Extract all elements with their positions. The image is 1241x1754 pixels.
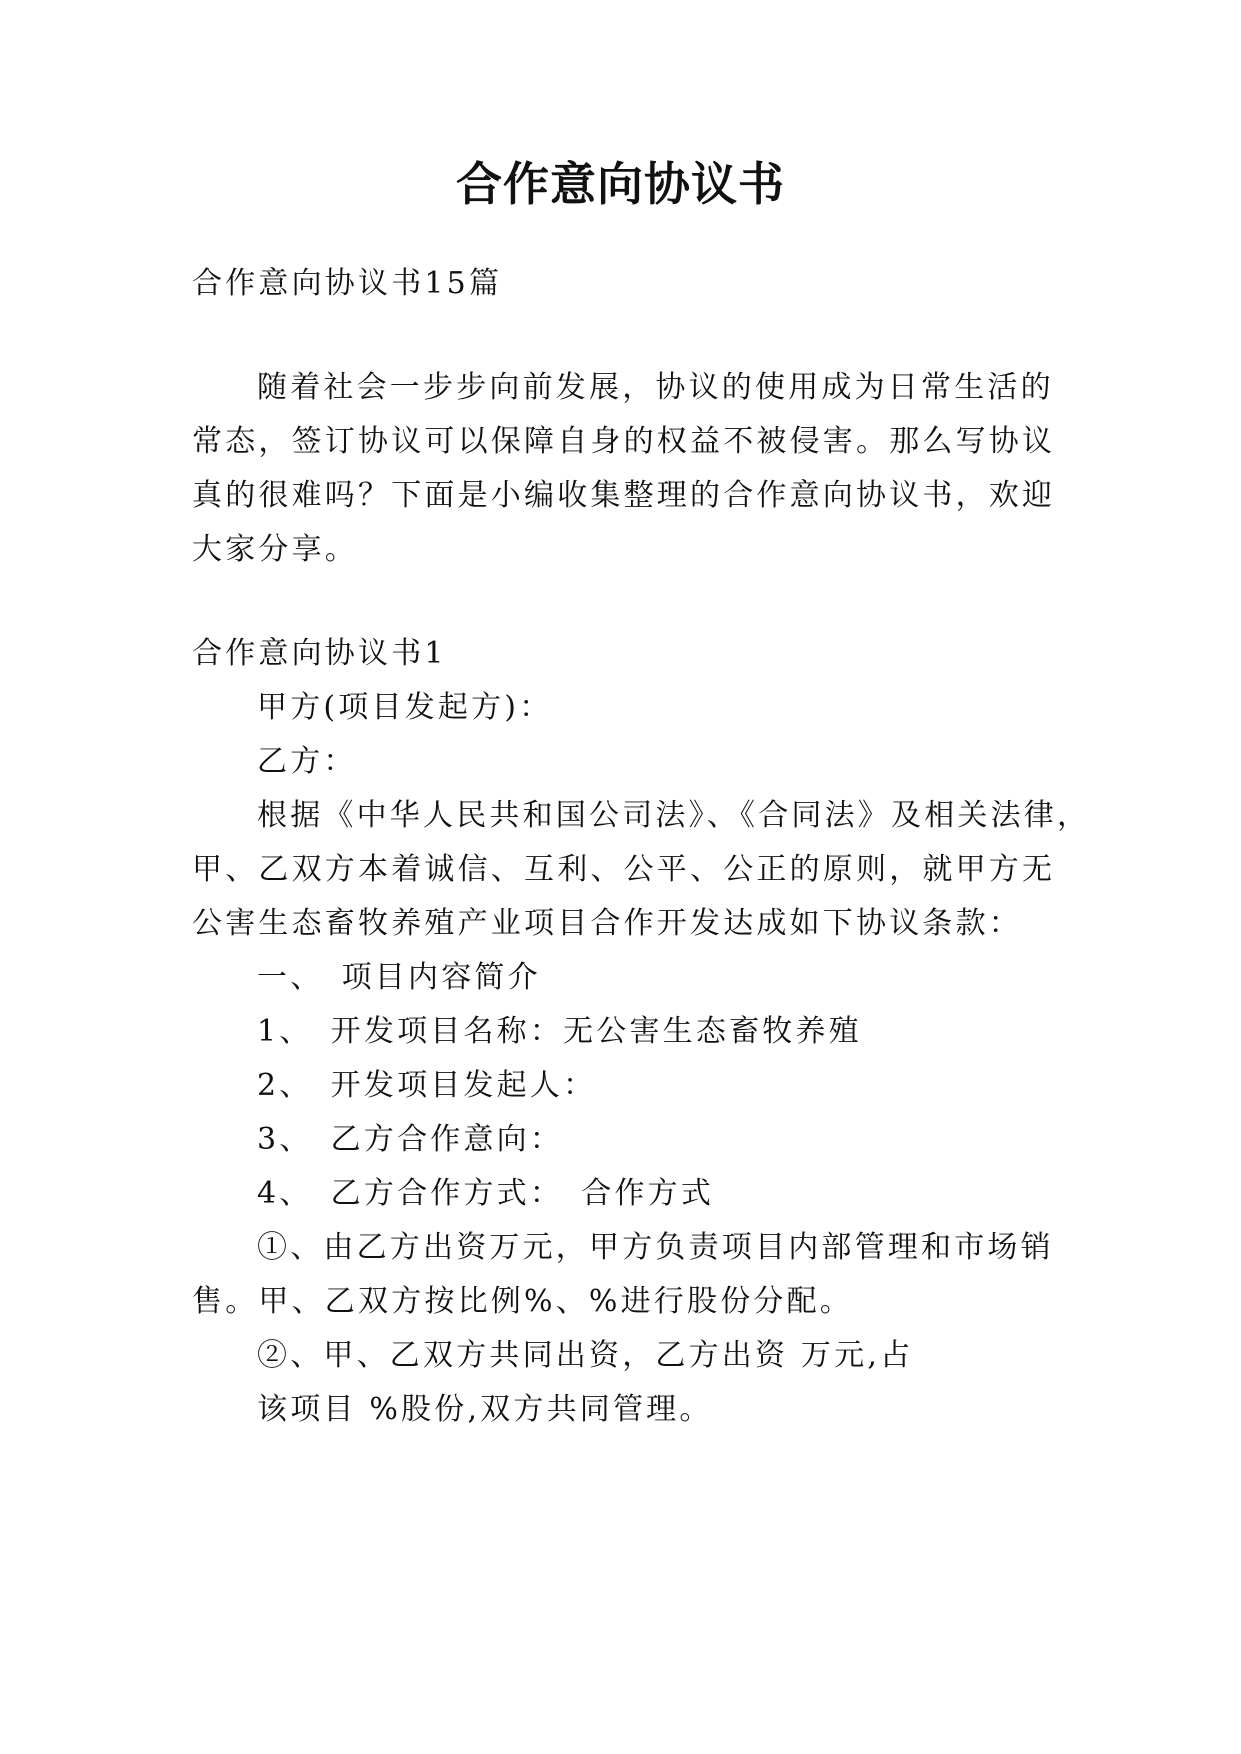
preamble-line-3: 公害生态畜牧养殖产业项目合作开发达成如下协议条款：	[192, 906, 1022, 941]
option-1-line-2: 售。甲、乙双方按比例%、%进行股份分配。	[192, 1284, 854, 1319]
party-a-line: 甲方(项目发起方)：	[257, 690, 553, 725]
option-2-line-2: 该项目 %股份,双方共同管理。	[257, 1392, 713, 1427]
intro-line-4: 大家分享。	[192, 532, 358, 567]
section-heading: 合作意向协议书1	[192, 636, 447, 671]
document-subtitle: 合作意向协议书15篇	[192, 266, 503, 301]
document-title: 合作意向协议书	[456, 157, 785, 211]
party-b-line: 乙方：	[257, 744, 357, 779]
preamble-line-2: 甲、乙双方本着诚信、互利、公平、公正的原则，就甲方无	[192, 852, 1056, 887]
clause-heading: 一、 项目内容简介	[257, 960, 541, 995]
item-4: 4、 乙方合作方式： 合作方式	[257, 1176, 715, 1211]
preamble-line-1: 根据《中华人民共和国公司法》、《合同法》及相关法律，	[257, 798, 1091, 833]
item-3: 3、 乙方合作意向：	[257, 1122, 564, 1157]
item-1: 1、 开发项目名称：无公害生态畜牧养殖	[257, 1014, 862, 1049]
option-1-line-1: ①、由乙方出资万元，甲方负责项目内部管理和市场销	[257, 1230, 1054, 1265]
option-2-line-1: ②、甲、乙双方共同出资，乙方出资 万元,占	[257, 1338, 914, 1373]
intro-line-1: 随着社会一步步向前发展，协议的使用成为日常生活的	[257, 370, 1054, 405]
intro-line-2: 常态，签订协议可以保障自身的权益不被侵害。那么写协议	[192, 424, 1056, 459]
intro-line-3: 真的很难吗？下面是小编收集整理的合作意向协议书，欢迎	[192, 478, 1056, 513]
item-2: 2、 开发项目发起人：	[257, 1068, 597, 1103]
